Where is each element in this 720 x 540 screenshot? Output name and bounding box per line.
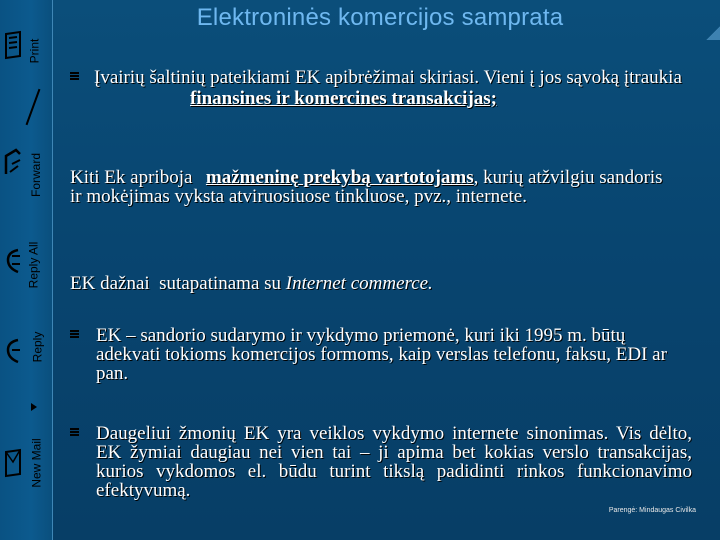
bullet-icon (70, 330, 79, 339)
sidebar-item-label: Forward (29, 152, 44, 198)
paragraph-3 (70, 274, 670, 293)
new-mail-icon (2, 446, 24, 480)
sidebar-divider (26, 89, 41, 125)
paragraph-1-text: Įvairių šaltinių pateikiami EK apibrėžimai skiriasi. Vieni į jos sąvoką įtraukia (94, 67, 682, 88)
sidebar (0, 0, 53, 540)
page-title: Elektroninės komercijos samprata (196, 4, 564, 31)
forward-icon (2, 146, 24, 180)
sidebar-item-forward[interactable] (0, 130, 52, 214)
paragraph-4 (96, 326, 692, 383)
paragraph-1-emphasis: finansines ir komercines transakcijas; (190, 88, 497, 109)
sidebar-item-label: Reply All (26, 241, 41, 289)
sidebar-item-print[interactable] (0, 8, 52, 88)
bullet-icon (70, 428, 79, 437)
paragraph-1 (94, 68, 694, 108)
sidebar-item-reply[interactable] (0, 312, 52, 378)
paragraph-4-text: EK – sandorio sudarymo ir vykdymo priemonė, kuri iki 1995 m. būtų adekvati tokioms komercijos formoms, kaip verslas telefonu, faksu, EDI ar pan. (96, 325, 667, 384)
print-icon (2, 30, 24, 60)
reply-all-icon (2, 246, 24, 280)
sidebar-item-label: Reply (30, 331, 45, 363)
paragraph-2-prefix: Kiti Ek apriboja (70, 167, 193, 188)
bullet-icon (70, 72, 79, 81)
paragraph-5-text: Daugeliui žmonių EK yra veiklos vykdymo internete sinonimas. Vis dėlto, EK žymiai daugiau nei vien tai – ji apima bet kokias verslo transakcijas, kurios vykdomos el. būdu turint tikslą padidinti rinkos funkcionavimo efektyvumą. (96, 423, 692, 501)
sidebar-item-label: New Mail (29, 438, 44, 488)
paragraph-2-emphasis: mažmeninę prekybą vartotojams (205, 167, 474, 188)
sidebar-item-new-mail[interactable] (0, 420, 52, 500)
corner-mark (706, 26, 720, 40)
sidebar-item-label: Print (27, 38, 42, 64)
paragraph-2 (70, 168, 670, 206)
reply-icon (2, 336, 24, 370)
paragraph-5 (96, 424, 692, 500)
paragraph-3-italic: Internet commerce. (285, 273, 433, 294)
triangle-marker-icon (30, 402, 38, 412)
paragraph-2-suffix: , kurių atžvilgiu sandoris ir mokėjimas vyksta atviruosiuose tinkluose, pvz., internete. (70, 167, 663, 207)
sidebar-item-reply-all[interactable] (0, 220, 52, 304)
author-credit: Parengė: Mindaugas Civilka (608, 507, 696, 514)
paragraph-3-prefix: EK dažnai sutapatinama su (70, 273, 286, 294)
